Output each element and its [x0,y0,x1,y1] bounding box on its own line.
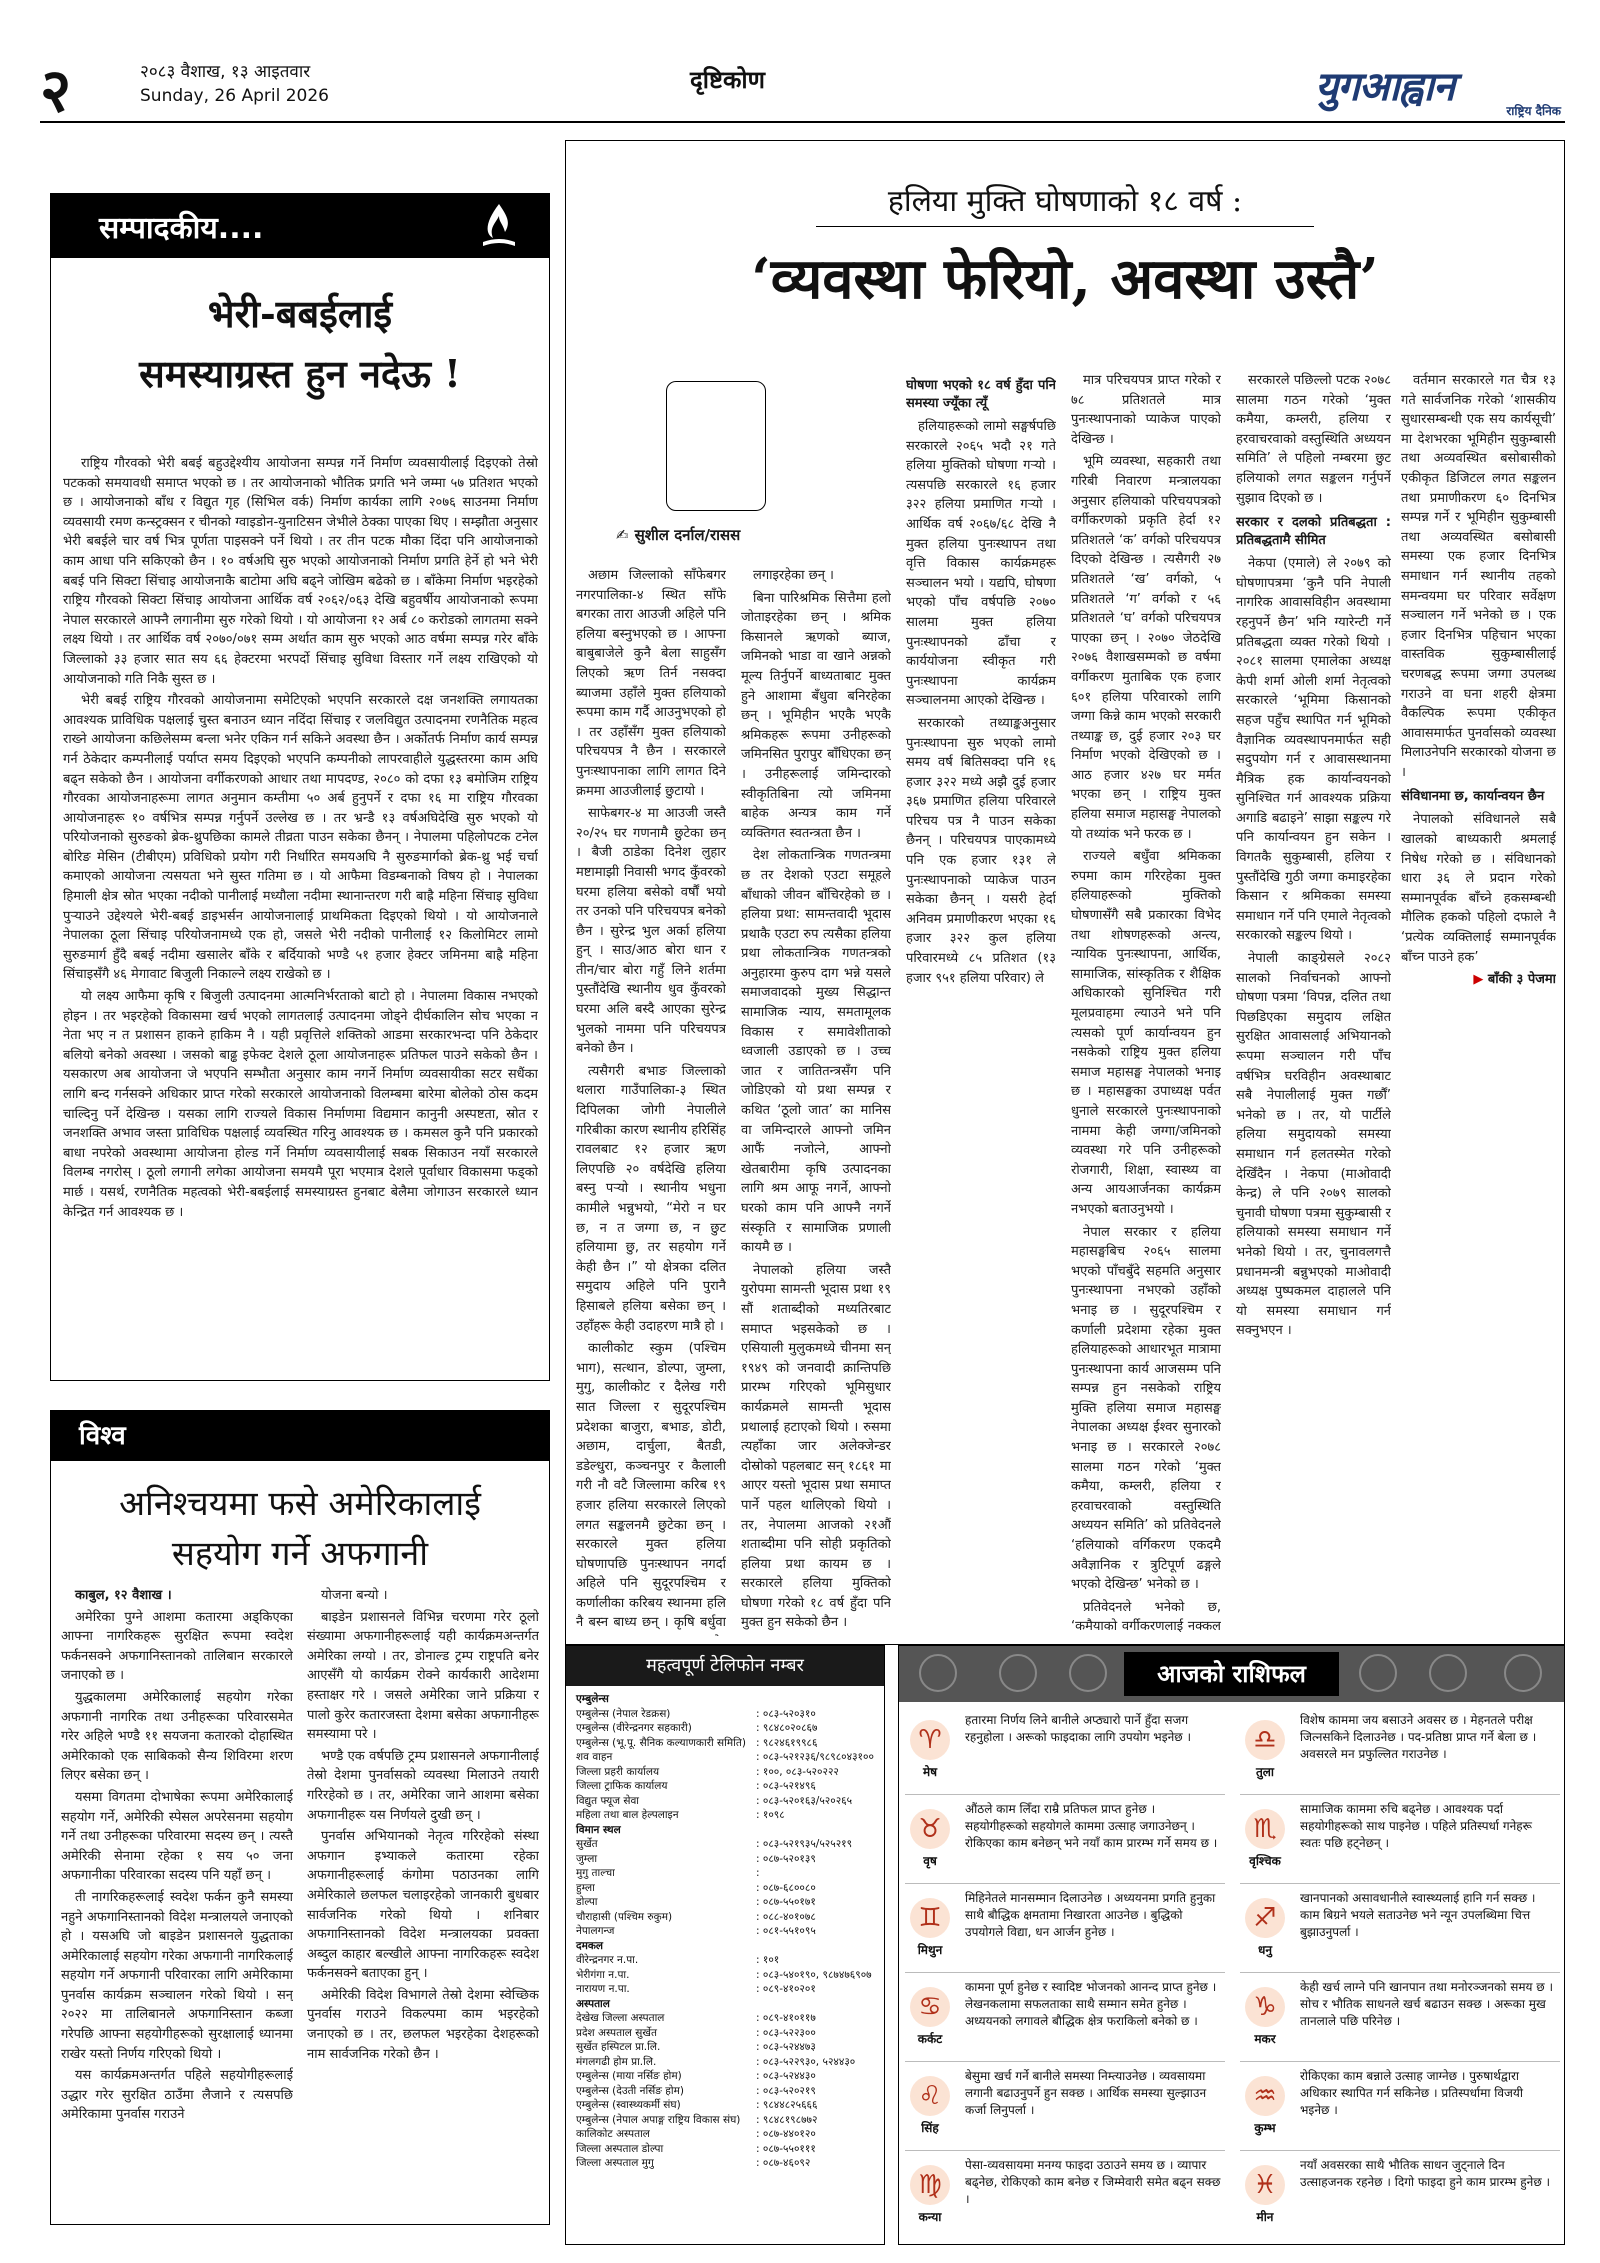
paragraph: नेपालको हलिया जस्तै युरोपमा सामन्ती भूदास प्रथा १९ सौं शताब्दीको मध्यतिरबाट समाप्त भइसकेको छ । एसियाली मुलुकमध्ये चीनमा सन् १९४९ को जनवादी क्रान्तिपछि प्रारम्भ गरिएको भूमिसुधार कार्यक्रमले सामन्ती भूदास प्रथालाई हटाएको थियो । रुसमा त्यहाँका जार अलेक्जेन्डर दोस्रोको पहलबाट सन् १८६१ मा आएर यस्तो भूदास प्रथा समाप्त पार्ने पहल थालिएको थियो । तर, नेपालमा आजको २१औं शताब्दीमा पनि सोही प्रकृतिको हलिया प्रथा कायम छ । सरकारले हलिया मुक्तिको घोषणा गरेको १८ वर्ष हुँदा पनि मुक्त हुन सकेको छैन । [741,1262,891,1631]
editorial-body [63,454,538,1372]
phone-row [576,2084,874,2099]
phone-label: कालिकोट अस्पताल [576,2128,650,2140]
phone-label: मंगलगढी होम प्रा.लि. [576,2055,657,2068]
phone-label: प्रदेश अस्पताल सुर्खेत [576,2026,657,2039]
zodiac-forecast: पेसा-व्यवसायमा मनग्य फाइदा उठाउने समय छ । व्यापार बढ्नेछ, रोकिएको काम बनेछ र जिम्मेवारी समेत बढ्न सक्छ । [965,2158,1221,2206]
article-column-6 [1401,371,1556,1636]
phone-row [576,1881,874,1896]
zodiac-icon: ♈ [910,1720,950,1760]
phone-row [576,1866,874,1881]
horoscope-header [899,1646,1564,1702]
phone-row [576,2156,874,2171]
zodiac-name: तुला [1255,1765,1275,1779]
paragraph: साफेबगर-४ मा आउजी जस्तै २०/२५ घर गणनामै छुटेका छन् । बैजी ठाडेका दिनेश लुहार मष्टामाझी निवासी भगद कुँवरको घरमा हलिया बसेको वर्षौं भयो तर उनको पनि परिचयपत्र बनेको छैन । सुरेन्द्र भुल अर्का हलिया हुन् । साउ/आठ बोरा धान र तीन/चार बोरा गहुँ लिने शर्तमा पुस्तौंदेखि स्थानीय धुव कुँवरको घरमा अलि बस्दै आएका सुरेन्द्र भुलको नाममा पनि परिचयपत्र बनेको छैन । [576,806,726,1057]
editorial-box [50,193,550,1381]
article-kicker: हलिया मुक्ति घोषणाको १८ वर्ष : [887,184,1243,219]
phone-row [576,1910,874,1925]
paragraph: यसमा विगतमा दोभाषेका रूपमा अमेरिकालाई सहयोग गर्ने, अमेरिकी स्पेसल अपरेसनमा सहयोग गर्ने तथा उनीहरूका परिवारमा सदस्य छन् । त्यस्तै अमेरिकी सेनामा रहेका १ सय ५० जना अफगानीका परिवारका सदस्य पनि यहाँ छन् । [61,1789,293,1884]
paragraph: मात्र परिचयपत्र प्राप्त गरेको र ७८ प्रतिशतले मात्र पुनःस्थापनाको प्याकेज पाएको देखिन्छ । [1071,373,1221,447]
zodiac-badge [899,1706,961,1794]
paragraph: प्रतिवेदनले भनेको छ, ‘कमैयाको वर्गीकरणलाई नक्कल [1071,1599,1221,1635]
phone-directory [565,1645,885,2245]
phone-label: जिल्ला अस्पताल मुगु [576,2157,654,2169]
phone-row [576,2040,874,2055]
phone-list [566,1686,884,2177]
paragraph: यस कार्यक्रमअन्तर्गत पहिले सहयोगीहरूलाई उद्धार गरेर सुरक्षित ठाउँमा लैजाने र त्यसपछि अमेरिकामा पुनर्वास गराउने [61,2068,293,2123]
zodiac-forecast: खानपानको असावधानीले स्वास्थ्यलाई हानि गर्न सक्छ । काम बिग्रने भयले सताउनेछ भने न्यून उपलब्धिमा चित्त बुझाउनुपर्ला । [1300,1891,1536,1939]
phone-number: : १००, ०८३-५२०२२२ [756,1765,839,1778]
phone-number: : ०८३-५२४४७३ [756,2041,816,2053]
zodiac-badge [899,1973,961,2061]
phone-label: जिल्ला अस्पताल डोल्पा [576,2142,664,2155]
masthead [40,55,1565,126]
paragraph: राज्यले बधुँवा श्रमिकका रुपमा काम गरिरहेका मुक्त हलियाहरूको मुक्तिको घोषणासँगै सबै प्रकारका विभेद तथा शोषणहरूको अन्त्य, न्यायिक पुनःस्थापना, आर्थिक, सामाजिक, सांस्कृतिक र शैक्षिक अधिकारको सुनिश्चित गरी मूलप्रवाहमा ल्याउने भने पनि त्यसको पूर्ण कार्यान्वयन हुन नसकेको राष्ट्रिय मुक्त हलिया समाज महासङ्घ नेपालको भनाइ छ । महासङ्घका उपाध्यक्ष पर्वत धुनाले सरकारले पुनःस्थापनाको नाममा केही जग्गा/जमिनको व्यवस्था गरे पनि उनीहरूको रोजगारी, शिक्षा, स्वास्थ्य वा अन्य आयआर्जनका कार्यक्रम नभएको बताउनुभयो । [1071,849,1221,1217]
date-nepali: २०८३ वैशाख, १३ आइतवार [140,62,311,82]
phone-row [576,2026,874,2041]
phone-number: : ०८७-५२०१३९ [756,1852,816,1865]
phone-row [576,1794,874,1809]
zodiac-sign [1234,1706,1564,1794]
zodiac-icon: ♎ [1245,1720,1285,1760]
paragraph: यो लक्ष्य आफैमा कृषि र बिजुली उत्पादनमा आत्मनिर्भरताको बाटो हो । नेपालमा विकास नभएको होइन । तर भइरहेको विकासमा खर्च भएको लागतलाई उत्पादनमा जोड्ने दीर्घकालिन सोच भएका न नेता भए न त प्रशासन हाकने हाकिम नै । यही प्रवृत्तिले शक्तिको आडमा सरकारभन्दा पनि ठेकेदार बलियो बनेको अवस्था । जसको बाढ्ढ इफेक्ट देशले ठूला आयोजनाहरू प्रतिफल पाउने सकेको छैन । यसकारण अब आयोजना जे भएपनि सम्भौता अनुसार काम नगर्ने निर्माण व्यवसायीका सटर सधैंका लागि बन्द गर्नसक्ने अधिकार प्राप्त गरेको सरकारले आयोजनाको विलम्बमा बारेमा बोलेको ठोस कदम चाल्दिनु पर्ने देखिन्छ । यसका लागि राज्यले विकास निर्माणमा विद्यमान कानुनी अस्पष्टता, स्रोत र जनशक्ति अभाव जस्ता प्राविधिक पक्षलाई व्यवस्थित गरिनु आवश्यक छ । कमसल कुनै पनि प्रकारको बाधा नपरेको अवस्थामा आयोजना होल्ड गर्ने निर्माण व्यवसायीलाई सबक सिकाउन नयाँ सरकारले विलम्ब नगरोस् । ठूलो लगानी लगेका आयोजना समयमै पूरा भएमात्र देशले पूर्वाधार विकासमा फड्को मार्छ । यसर्थ, रणनैतिक महत्वको भेरी-बबईलाई समस्याग्रस्त हुनबाट बेलैमा जोगाउन सरकारले ध्यान केन्द्रित गर्न आवश्यक छ । [63,989,538,1220]
phone-number: : ०८३-५४०१९०, ९८७४७६९०७ [756,1968,872,1981]
phone-number: : १०९८ [756,1809,785,1821]
zodiac-sign [899,1795,1229,1883]
paragraph: नेपालको संविधानले सबै खालको बाध्यकारी श्रमलाई निषेध गरेको छ । संविधानको धारा ३६ ले प्रदान गरेको सम्मानपूर्वक बाँच्ने हकसम्बन्धी मौलिक हकको पहिलो दफाले नै ‘प्रत्येक व्यक्तिलाई सम्मानपूर्वक बाँच्न पाउने हक’ [1401,812,1556,965]
flame-icon [477,202,521,250]
zodiac-wheel-icon [919,1654,957,1692]
phone-row [576,2011,874,2026]
zodiac-sign [899,1973,1229,2061]
zodiac-name: धनु [1257,1943,1273,1957]
paragraph: सरकारको तथ्याङ्कअनुसार पुनःस्थापना सुरु भएको लामो समय वर्ष बितिसक्दा पनि १६ हजार ३२२ मध्ये अझै दुई हजार ३६७ प्रमाणित हलिया परिवारले परिचय पत्र नै पाउन सकेका छैनन् । परिचयपत्र पाएकामध्ये पनि एक हजार १३१ ले पुनःस्थापनाको प्याकेज पाउन सकेका छैनन् । यसरी हेर्दा अनिवम प्रमाणीकरण भएका १६ हजार ३२२ कुल हलिया परिवारमध्ये ८५ प्रतिशत (१३ हजार ९५१ हलिया परिवार) ले [906,715,1056,986]
paragraph: नेपाली काङ्ग्रेसले २०८२ सालको निर्वाचनको आफ्नो घोषणा पत्रमा ‘विपन्न, दलित तथा पिछडिएका समुदाय लक्षित सुरक्षित आवासलाई अभियानको रूपमा सञ्चालन गरी पाँच वर्षभित्र घरविहीन अवस्थाबाट सबै नेपालीलाई मुक्त गर्छौं’ भनेको छ । तर, यो पार्टीले हलिया समुदायको समस्या समाधान गर्न हलतस्मेत गरेको देखिँदैन । नेकपा (माओवादी केन्द्र) ले पनि २०७९ सालको चुनावी घोषणा पत्रमा सुकुम्बासी र हलियाको समस्या समाधान गर्ने भनेको थियो । तर, चुनावलगत्तै प्रधानमन्त्री बन्नुभएको माओवादी अध्यक्ष पुष्पकमल दाहालले पनि यो समस्या समाधान गर्न सक्नुभएन । [1236,951,1391,1339]
zodiac-badge [1234,1973,1296,2061]
zodiac-badge [1234,1706,1296,1794]
article-body [576,371,1556,1636]
pen-icon: ✍ [616,526,629,544]
zodiac-badge [899,1795,961,1883]
phone-number: : ९८४८१९८७७२ [756,2113,818,2126]
zodiac-badge [1234,2062,1296,2150]
author-photo [666,381,766,511]
subheading: संविधानमा छ, कार्यान्वयन छैन [1401,789,1545,805]
zodiac-sign [899,2151,1229,2239]
phone-row [576,1779,874,1794]
phone-label: एम्बुलेन्स (वीरेन्द्रनगर सहकारी) [576,1722,692,1734]
horoscope-box [898,1645,1565,2245]
phone-row [576,1982,874,1997]
editorial-headline: भेरी-बबईलाई समस्याग्रस्त हुन नदेऊ ! [139,291,461,396]
phone-row [576,2127,874,2142]
phone-row [576,1837,874,1852]
zodiac-icon: ♓ [1245,2165,1285,2205]
phone-label: हुम्ला [576,1881,595,1894]
phone-row [576,1939,874,1954]
phone-row [576,2113,874,2128]
page-number: २ [40,56,72,126]
zodiac-name: वृष [923,1854,937,1868]
zodiac-name: कर्कट [917,2032,943,2046]
phone-label: एम्बुलेन्स (स्वास्थ्यकर्मी संघ) [576,2099,681,2111]
phone-row [576,1750,874,1765]
paragraph: लगाइरहेका छन् । [753,568,834,583]
zodiac-icon: ♐ [1245,1898,1285,1938]
phone-row [576,1765,874,1780]
zodiac-forecast: विशेष काममा जय बसाउने अवसर छ । मेहनतले परीक्ष जित्नसकिने दिलाउनेछ । पद-प्रतिष्ठा प्राप्त गर्ने बेला छ । अवसरले मन प्रफुल्लित गराउनेछ । [1300,1713,1537,1761]
phone-label: जिल्ला प्रहरी कार्यालय [576,1765,660,1778]
phone-label: महिला तथा बाल हेल्पलाइन [576,1809,679,1821]
paragraph: अछाम जिल्लाको साँफेबगर नगरपालिका-४ स्थित साँफे बगरका तारा आउजी अहिले पनि हलिया बस्नुभएको छ । आफ्ना बाबुबाजेले कुनै बेला साहुसँग लिएको ऋण तिर्न नसक्दा ब्याजमा उहाँले मुक्त हलियाको रूपमा काम गर्दै आउनुभएको हो । तर उहाँसँग मुक्त हलियाको परिचयपत्र नै छैन । सरकारले पुनःस्थापनाका लागि लागत दिने क्रममा आउजीलाई छुटायो । [576,568,726,799]
phone-row [576,2055,874,2070]
phone-number: : ०८१-५५१०९५ [756,1925,816,1937]
phone-label: एम्बुलेन्स (देउती नर्सिङ होम) [576,2084,684,2097]
phone-number: : ०८७-४६०९२ [756,2157,811,2169]
phone-label: दमकल [576,1939,604,1952]
continued-marker: ▶ बाँकी ३ पेजमा [1473,972,1556,988]
phone-label: सुर्खेत हस्पिटल प्रा.लि. [576,2041,661,2053]
article-column-3 [906,371,1056,1636]
phone-label: अस्पताल [576,1997,610,2010]
byline: ✍ सुशील दर्नाल/रासस [616,526,741,544]
zodiac-icon: ♏ [1245,1809,1285,1849]
zodiac-sign [1234,2151,1564,2239]
date-english: Sunday, 26 April 2026 [140,86,329,106]
zodiac-badge [899,2062,961,2150]
paragraph: अमेरिका पुग्ने आशमा कतारमा अड्किएका आफ्ना नागरिकहरू सुरक्षित रूपमा स्वदेश फर्कनसक्ने अफगानिस्तानको तालिबान सरकारले जनाएको छ । [61,1609,293,1684]
phone-row [576,1997,874,2012]
phone-row [576,2142,874,2157]
phone-number: : ०८९-४१०११७ [756,2012,816,2024]
zodiac-sign [1234,2062,1564,2150]
feature-article [565,140,1565,1645]
article-column-5 [1236,371,1391,1636]
zodiac-wheel-icon [1429,1654,1467,1692]
zodiac-name: कुम्भ [1254,2121,1276,2135]
phone-number: : ०८३-५२१२३६/९८९८०४३१०० [756,1751,874,1763]
phone-row [576,2098,874,2113]
paragraph: नेपाल सरकार र हलिया महासङ्घबिच २०६५ सालमा भएको पाँचबुँदे सहमति अनुसार पुनःस्थापना नभएको उहाँको भनाइ छ । सुदूरपश्चिम र कर्णाली प्रदेशमा रहेका मुक्त हलियाहरूको आधारभूत मात्रामा पुनःस्थापना कार्य आजसम्म पनि सम्पन्न हुन नसकेको राष्ट्रिय मुक्ति हलिया समाज महासङ्घ नेपालका अध्यक्ष ईश्वर सुनारको भनाइ छ । सरकारले २०७८ सालमा गठन गरेको ‘मुक्त कमैया, कम्लरी, हलिया र हरवाचरवाको वस्तुस्थिति अध्ययन समिति’ को प्रतिवेदनले ‘हलियाको वर्गिकरण एकदमै अवैज्ञानिक र त्रुटिपूर्ण ढङ्गले भएको देखिन्छ’ भनेको छ । [1071,1224,1221,1593]
zodiac-icon: ♌ [910,2076,950,2116]
paragraph: बिना पारिश्रमिक सित्तैमा हलो जोताइरहेका छन् । श्रमिक किसानले ऋणको ब्याज, जमिनको भाडा वा खाने अन्नको मूल्य तिर्नुपर्ने बाध्यताबाट मुक्त हुने आशामा बँधुवा बनिरहेका छन् । भूमिहीन भएकै भएकै श्रमिकहरू रूपमा उनीहरूको जमिनसित पुरापुर बाँधिएका छन् । उनीहरूलाई जमिन्दारको स्वीकृतिबिना त्यो जमिनमा बाहेक अन्यत्र काम गर्ने व्यक्तिगत स्वतन्त्रता छैन । [741,590,891,841]
zodiac-forecast: सामाजिक काममा रुचि बढ्नेछ । आवश्यक पर्दा सहयोगीहरूको साथ पाइनेछ । पहिले प्रतिस्पर्धा गनेहरू स्वतः पछि हट्नेछन् । [1300,1802,1532,1850]
phone-row [576,1721,874,1736]
phone-number: : ०८९-४१०२०१ [756,1983,816,1995]
phone-number: : ०८३-५२४४३० [756,2070,816,2082]
horoscope-title: आजको राशिफल [1124,1652,1339,1696]
phone-number [756,1997,874,2012]
paragraph: युद्धकालमा अमेरिकालाई सहयोग गरेका अफगानी नागरिक तथा उनीहरूका परिवारसमेत गरेर अहिले भण्डै ११ सयजना कतारको दोहास्थित अमेरिकाको एक साबिकको सैन्य शिविरमा शरण लिएर बसेका छन् । [61,1689,293,1784]
paragraph: भेरी बबई राष्ट्रिय गौरवको आयोजनामा समेटिएको भएपनि सरकारले दक्ष जनशक्ति लगायतका आवश्यक प्राविधिक पक्षलाई चुस्त बनाउन ध्यान नदिंदा सिंचाइ र जलविद्युत उत्पादनमा रणनैतिक महत्व राख्ने आयोजना कछिलेसम्म बन्ला भनेर एकिन गर्न सकिने अवस्था छैन । अर्कोतर्फ निर्माण कार्य सम्पन्न गर्न ठेकेदार कम्पनीलाई पर्याप्त समय दिइएको भएपनि कम्पनीको लापरवाहीले युद्धस्तरमा काम अघि बढ्न सकेको छैन । आयोजना वर्गीकरणको आधार तथा मापदण्ड, २०८० को दफा १३ बमोजिम राष्ट्रिय गौरवका आयोजनाहरूमा लागत अनुमान कम्तीमा ५० अर्ब हुनुपर्ने र दफा १६ मा राष्ट्रिय गौरवका आयोजनाहरू १० वर्षभित्र सम्पन्न गर्नुपर्ने उल्लेख छ । तर भ्रन्डै १३ वर्षअघिदेखि सुरु भएको यो परियोजनाको सुरुङको ब्रेक-थ्रुपछिका कामले तीव्रता पाउन सकेका छैनन् । नेपालमा पहिलोपटक टनेल बोरिङ मेसिन (टीबीएम) प्रविधिको प्रयोग गरी निर्धारित समयअघि नै सुरुङमार्गको ब्रेक-थ्रु भई चर्चा कमाएको आयोजना त्यसयता भने सुस्त गतिमा छ । यो आफैमा विडम्बनाको विषय हो । नेपालका हिमाली क्षेत्र स्रोत भएका नदीको पानीलाई मध्यौला नदीमा स्थानान्तरण गरी बाह्रै महिना सिंचाइ सुविधा पुऱ्याउने उद्देश्यले भेरी-बबई डाइभर्सन आयोजनालाई प्राथमिकता दिइएको थियो । यो आयोजनाले नेपालका ठूला सिंचाइ परियोजनामध्ये एक हो, जसले भेरी नदीको पानीलाई १२ किलोमिटर लामो सुरुङमार्ग हुँदै बबई नदीमा खसालेर बाँके र बर्दियाको भण्डै ५१ हजार हेक्टर जमिनमा बाह्रै महिना सिंचाइसँगै ४६ मेगावाट बिजुली निकाल्ने लक्ष्य राखेको छ । [63,693,538,983]
phone-row [576,1924,874,1939]
paragraph: योजना बन्यो । [321,1588,388,1603]
phone-label: एम्बुलेन्स (माया नर्सिङ होम) [576,2070,682,2082]
zodiac-forecast: हतारमा निर्णय लिने बानीले अप्ठ्यारो पार्ने हुँदा सजग रहनुहोला । अरूको फाइदाका लागि उपयोग भइनेछ । [965,1713,1192,1744]
phone-row [576,1736,874,1751]
zodiac-name: मेष [922,1765,938,1779]
zodiac-wheel-icon [999,1654,1037,1692]
paragraph: अमेरिकी विदेश विभागले तेस्रो देशमा स्वेच्छिक पुनर्वास गराउने विकल्पमा काम भइरहेको जनाएको छ । तर, छलफल भइरहेका देशहरूको नाम सार्वजनिक गरेको छैन । [307,1987,539,2062]
phone-number: : ०८३-५२०१६३/५२०२६५ [756,1794,853,1807]
zodiac-icon: ♉ [910,1809,950,1849]
zodiac-name: सिंह [921,2121,939,2135]
zodiac-name: मीन [1256,2210,1274,2224]
phone-number: : ९८४४८२५६६६ [756,2099,818,2111]
phone-number: : ०८७-४४०१२० [756,2128,816,2140]
phone-label: डोल्पा [576,1896,598,1908]
paragraph: देश लोकतान्त्रिक गणतन्त्रमा छ तर देशको एउटा समूहले बाँधाको जीवन बाँचिरहेको छ । हलिया प्रथा: सामन्तवादी भूदास प्रथाकै एउटा रुप त्यसैका हलिया प्रथा लोकतान्त्रिक गणतन्त्रको अनुहारमा कुरुप दाग भन्ने यसले समाजवादको मुख्य सिद्धान्त सामाजिक न्याय, समतामूलक विकास र समावेशीताको ध्वजाली उडाएको छ । उच्च जात र जातितन्त्रसँग पनि जोडिएको यो प्रथा सम्पन्न र कथित ‘ठूलो जात’ का मानिस वा जमिन्दारले आफ्नो जमिन आफैं नजोत्ने, आफ्नो खेतबारीमा कृषि उत्पादनका लागि श्रम आफू नगर्ने, आफ्नो घरको काम पनि आफ्नै नगर्ने संस्कृति र सामाजिक प्रणाली कायमै छ । [741,848,891,1256]
paragraph: हलियाहरूको लामो सङ्घर्षपछि सरकारले २०६५ भदौ २१ गते हलिया मुक्तिको घोषणा गऱ्यो । त्यसपछि सरकारले १६ हजार ३२२ हलिया प्रमाणित गऱ्यो । आर्थिक वर्ष २०६७/६८ देखि नै मुक्त हलिया पुनःस्थापन तथा वृत्ति विकास कार्यक्रमहरू सञ्चालन भयो । यद्यपि, घोषणा भएको पाँच वर्षपछि २०७० सालमा मुक्त हलिया पुनःस्थापनको ढाँचा र कार्ययोजना स्वीकृत गरी पुनःस्थापना कार्यक्रम सञ्चालनमा आएको देखिन्छ । [906,419,1056,709]
paragraph: बाइडेन प्रशासनले विभिन्न चरणमा गरेर ठूलो संख्यामा अफगानीहरूलाई यही कार्यक्रमअन्तर्गत अमेरिका लग्यो । तर, डोनाल्ड ट्रम्प राष्ट्रपति बनेर आएसँगै यो कार्यक्रम रोक्ने कार्यकारी आदेशमा हस्ताक्षर गरे । जसले अमेरिका जाने प्रक्रिया र पालो कुरेर कतारजस्ता देशमा बसेका अफगानीहरू समस्यामा परे । [307,1609,539,1743]
phone-label: विद्युत फ्यूज सेवा [576,1794,640,1807]
article-column-1 [576,566,726,1636]
subheading: सरकार र दलको प्रतिबद्धता : प्रतिबद्धतामै सीमित [1236,515,1391,549]
zodiac-wheel-icon [1504,1654,1542,1692]
phone-number: : ०८३-५२०२१९ [756,2084,816,2097]
article-column-2 [741,566,891,1636]
paragraph: त्यसैगरी बभाङ जिल्लाको थलारा गाउँपालिका-३ स्थित दिपिलका जोगी नेपालीले गरिबीका कारण स्थानीय हरिसिंह रावलबाट १२ हजार ऋण लिएपछि २० वर्षदेखि हलिया बस्नु पऱ्यो । स्थानीय भधुना कामीले भन्नुभयो, “मेरो न घर छ, न त जग्गा छ, न छुट हलियामा छु, तर सहयोग गर्ने केही छैन ।” यो क्षेत्रका दलित समुदाय अहिले पनि पुरानै हिसाबले हलिया बसेका छन् । उहाँहरू केही उदाहरण मात्रै हो । [576,1063,726,1334]
zodiac-badge [899,2151,961,2239]
paragraph: वर्तमान सरकारले गत चैत्र १३ गते सार्वजनिक गरेको ‘शासकीय सुधारसम्बन्धी एक सय कार्यसूची’ मा देशभरका भूमिहीन सुकुम्बासी तथा अव्यवस्थित बसोबासीको एकीकृत डिजिटल लगत सङ्कलन तथा प्रमाणीकरण ६० दिनभित्र सम्पन्न गर्ने र भूमिहीन सुकुम्बासी तथा अव्यवस्थित बसोबासी समस्या एक हजार दिनभित्र समाधान गर्न स्थानीय तहको समन्वयमा घर परिवार सर्वेक्षण सञ्चालन गर्ने भनेको छ । एक हजार दिनभित्र पहिचान भएका वास्तविक सुकुम्बासीलाई चरणबद्ध रूपमा जग्गा उपलब्ध गराउने वा घना शहरी क्षेत्रमा वैकल्पिक रूपमा एकीकृत आवासमार्फत पुनर्वासको व्यवस्था मिलाउनेपनि सरकारको योजना छ । [1401,373,1556,780]
newspaper-logo: युगआह्वान राष्ट्रिय दैनिक [1315,63,1561,118]
zodiac-icon: ♋ [910,1987,950,2027]
zodiac-badge [899,1884,961,1972]
horoscope-grid [899,1706,1566,2244]
zodiac-name: मिथुन [917,1943,943,1957]
phone-label: एम्बुलेन्स [576,1693,609,1705]
phone-row [576,1852,874,1867]
zodiac-wheel-icon [1069,1654,1107,1692]
phone-label: वीरेन्द्रनगर न.पा. [576,1954,639,1966]
phone-number [756,1692,874,1707]
phone-row [576,1707,874,1722]
phone-number: : ०८३-५२२९३०, ५२४४३० [756,2055,856,2068]
paragraph: भूमि व्यवस्था, सहकारी तथा गरिबी निवारण मन्त्रालयका अनुसार हलियाको परिचयपत्रको वर्गीकरणको प्रकृति हेर्दा १२ प्रतिशतले ‘क’ वर्गको परिचयपत्र दिएको देखिन्छ । त्यसैगरी २७ प्रतिशतले ‘ख’ वर्गको, ५ प्रतिशतले ‘ग’ वर्गको र ५६ प्रतिशतले ‘घ’ वर्गको परिचयपत्र पाएका छन् । २०७० जेठदेखि २०७६ वैशाखसम्मको छ वर्षमा वर्गीकरण मुताबिक एक हजार ६०१ हलिया परिवारको लागि जग्गा किन्ने काम भएको सरकारी तथ्याङ्क छ, दुई हजार २०३ घर निर्माण भएको देखिएको छ । आठ हजार ४२७ घर मर्मत भएका छन् । राष्ट्रिय मुक्त हलिया समाज महासङ्घ नेपालको यो तथ्यांक भने फरक छ । [1071,454,1221,842]
world-body [61,1586,539,2216]
phone-row [576,1692,874,1707]
phone-number: : ०८३-५२१४९६ [756,1780,816,1792]
phone-row [576,1808,874,1823]
phone-directory-title: महत्वपूर्ण टेलिफोन नम्बर [566,1646,884,1686]
zodiac-forecast: बेसुमा खर्च गर्ने बानीले समस्या निम्त्याउनेछ । व्यवसायमा लगानी बढाउनुपर्ने हुन सक्छ । आर्थिक समस्या सुल्झाउन कर्जा लिनुपर्ला । [965,2069,1207,2117]
phone-label: मुगु ताल्चा [576,1867,615,1879]
phone-number [756,1939,874,1954]
zodiac-badge [1234,2151,1296,2239]
phone-row [576,1895,874,1910]
zodiac-forecast: मिहिनेतले मानसम्मान दिलाउनेछ । अध्ययनमा प्रगति हुनुका साथै बौद्धिक क्षमतामा निखारता आउनेछ । बुद्धिको उपयोगले विद्या, धन आर्जन हुनेछ । [965,1891,1216,1939]
paragraph: राष्ट्रिय गौरवको भेरी बबई बहुउद्देश्यीय आयोजना सम्पन्न गर्ने निर्माण व्यवसायीलाई दिइएको तेस्रो पटकको समयावधी समाप्त भएको छ । तर आयोजनाको भौतिक प्रगति भने जम्मा ५७ प्रतिशत भएको छ । आयोजनाको बाँध र विद्युत गृह (सिभिल वर्क) निर्माण कार्यका लागि २०७६ साउनमा निर्माण व्यवसायी रमण कन्स्ट्रक्सन र चीनको ग्वाइडोन-युनाटिसन जेभीले ठेक्का पाएका थिए । सम्झौता अनुसार भेरी बबईले चार वर्ष भित्र पूर्णता पाइसक्ने पर्ने थियो । तर तीन पटक मौका दिंदा पनि आयोजनाको काम आधा पनि सकिएको छैन । १० वर्षअघि सुरु भएको आयोजनाको निर्माण प्रगति हेर्ने हो भने भेरी बबई पनि सिक्टा सिंचाइ आयोजनाकै बाटोमा अघि बढ्ने जोखिम बढेको छ । बाँकेमा निर्माण भइरहेको राष्ट्रिय गौरवको सिक्टा सिंचाइ आयोजना आर्थिक वर्ष २०६२/०६३ देखि बहुवर्षीय आयोजनाको रूपमा नेपाल सरकारले आफ्नै लगानीमा सुरु गरेको थियो । यो आयोजना १२ अर्ब ८० करोडको लागतमा सक्ने लक्ष्य थियो । तर आर्थिक वर्ष २०७०/०७१ सम्म अर्थात काम सुरु भएको आठ वर्षमा सम्पन्न गरेर बाँके जिल्लाको ३३ हजार सात सय ६६ हेक्टरमा भरपर्दो सिंचाइ सुविधा विस्तार गर्ने लक्ष्य राखिएको यो आयोजनाको गति निकै सुस्त छ । [63,456,538,687]
phone-label: जिल्ला ट्राफिक कार्यालय [576,1780,668,1792]
paragraph: पुनर्वास अभियानको नेतृत्व गरिरहेको संस्था अफगान इभ्याकले कतारमा रहेका अफगानीहरूलाई कंगोमा पठाउनका लागि अमेरिकाले छलफल चलाइरहेको जानकारी बुधबार सार्वजनिक गरेको थियो । शनिबार अफगानिस्तानको विदेश मन्त्रालयका प्रवक्ता अब्दुल काहार बल्खीले आफ्ना नागरिकहरू स्वदेश फर्कनसक्ने बताएका हुन् । [307,1829,539,1982]
zodiac-icon: ♒ [1245,2076,1285,2116]
phone-number: : ०८३-५२१९३५/५२५२१९ [756,1838,853,1850]
phone-label: एम्बुलेन्स (नेपाल रेडक्रस) [576,1707,671,1720]
phone-row [576,1968,874,1983]
zodiac-sign [899,2062,1229,2150]
paragraph: नेकपा (एमाले) ले २०७९ को घोषणापत्रमा ‘कुनै पनि नेपाली नागरिक आवासविहीन अवस्थामा रहनुपर्ने छैन’ भनि ग्यारेन्टी गर्ने प्रतिबद्धता व्यक्त गरेको थियो । २०८१ सालमा एमालेका अध्यक्ष केपी शर्मा ओली शर्मा नेतृत्वको सरकारले ‘भूमिमा किसानको सहज पहुँच स्थापित गर्न भूमिको वैज्ञानिक व्यवस्थापनमार्फत सही सदुपयोग गर्न र आवासस्थानमा मैत्रिक हक कार्यान्वयनको सुनिश्चित गर्न आवश्यक प्रक्रिया अगाडि बढाइने’ साझा सङ्कल्प गरे पनि कार्यान्वयन हुन सकेन । विगतकै सुकुम्बासी, हलिया र पुस्तौंदेखि गुठी जग्गा कमाइरहेका किसान र श्रमिकका समस्या समाधान गर्ने पनि एमाले नेतृत्वको सरकारको सङ्कल्प थियो । [1236,556,1391,944]
phone-label: चौराहासी (पश्चिम रुकुम) [576,1910,673,1923]
section-title: दृष्टिकोण [690,66,765,94]
phone-number: : ०८३-५२०३१० [756,1707,816,1720]
phone-row [576,1823,874,1838]
phone-number: : ०८७-५५०१७१ [756,1896,816,1908]
zodiac-forecast: कामना पूर्ण हुनेछ र स्वादिष्ट भोजनको आनन्द प्राप्त हुनेछ । लेखनकलामा सफलताका साथै सम्मान समेत हुनेछ । अध्ययनको लगावले बौद्धिक क्षेत्र फराकिलो बनेको छ । [965,1980,1217,2028]
zodiac-name: वृश्चिक [1249,1854,1281,1868]
world-column-1 [61,1586,293,2216]
zodiac-forecast: केही खर्च लाग्ने पनि खानपान तथा मनोरञ्जनको समय छ । सोच र भौतिक साधनले खर्च बढाउन सक्छ । अरूका मुख तानलाले पछि परिनेछ । [1300,1980,1554,2028]
phone-label: एम्बुलेन्स (भू.पू. सैनिक कल्याणकारी समिति) [576,1736,746,1749]
phone-label: विमान स्थल [576,1823,621,1836]
phone-number: : ९८४८०२०८६७ [756,1722,818,1734]
phone-label: नेपालगन्ज [576,1925,615,1937]
zodiac-sign [899,1884,1229,1972]
phone-label: एम्बुलेन्स (नेपाल अपाङ्ग राष्ट्रिय विकास संघ) [576,2113,741,2126]
world-column-2 [307,1586,539,2216]
phone-row [576,1953,874,1968]
zodiac-name: मकर [1254,2032,1276,2046]
world-headline: अनिश्चयमा फसे अमेरिकालाई सहयोग गर्ने अफगानी [119,1484,481,1574]
phone-label: सुर्खेत [576,1838,598,1850]
paragraph: भण्डै एक वर्षपछि ट्रम्प प्रशासनले अफगानीलाई तेस्रो देशमा पुनर्वासको व्यवस्था मिलाउने तयारी गरिरहेको छ । तर, अमेरिका जाने आशमा बसेका अफगानीहरू यस निर्णयले दुखी छन् । [307,1748,539,1823]
zodiac-icon: ♊ [910,1898,950,1938]
phone-label: देखेख जिल्ला अस्पताल [576,2012,665,2024]
phone-label: भेरीगंगा न.पा. [576,1968,630,1981]
article-headline: ‘व्यवस्था फेरियो, अवस्था उस्तै’ [751,246,1379,312]
zodiac-icon: ♑ [1245,1987,1285,2027]
zodiac-forecast: नयाँ अवसरका साथै भौतिक साधन जुट्नाले दिन उत्साहजनक रहनेछ । दिगो फाइदा हुने काम प्रारम्भ हुनेछ । [1300,2158,1551,2189]
world-banner: विश्व [51,1411,549,1461]
zodiac-name: कन्या [918,2210,942,2224]
zodiac-badge [1234,1884,1296,1972]
zodiac-forecast: औंठले काम लिँदा राम्रै प्रतिफल प्राप्त हुनेछ । सहयोगीहरूको सहयोगले काममा उत्साह जगाउनेछन् । रोकिएका काम बनेछन् भने नयाँ काम प्रारम्भ गर्ने समय छ । [965,1802,1218,1850]
phone-number: : [756,1867,760,1879]
subheading: घोषणा भएको १८ वर्ष हुँदा पनि समस्या ज्यूँका त्यूँ [906,378,1056,411]
zodiac-sign [1234,1884,1564,1972]
zodiac-wheel-icon [1359,1654,1397,1692]
phone-number: : ९८२४६१९९८६ [756,1736,818,1749]
paragraph: ती नागरिकहरूलाई स्वदेश फर्कन कुनै समस्या नहुने अफगानिस्तानको विदेश मन्त्रालयले जनाएको हो । यसअघि जो बाइडेन प्रशासनले युद्धताका अमेरिकालाई सहयोग गरेका अफगानी नागरिकलाई सहयोग गर्ने अफगानी परिवारका लागि अमेरिकामा पुनर्वास कार्यक्रम सञ्चालन गरेको थियो । सन् २०२२ मा तालिबानले अफगानिस्तान कब्जा गरेपछि आफ्ना सहयोगीहरूको सुरक्षालाई ध्यानमा राखेर यस्तो निर्णय गरिएको थियो । [61,1889,293,2062]
article-column-4 [1071,371,1221,1636]
phone-number: : ०८७-६८००८० [756,1881,816,1894]
zodiac-sign [899,1706,1229,1794]
phone-label: नारायण न.पा. [576,1983,630,1995]
phone-number: : ०८८-४०१०७८ [756,1910,816,1923]
phone-number: : ०८३-५२२३०० [756,2026,816,2039]
zodiac-icon: ♍ [910,2165,950,2205]
phone-row [576,2069,874,2084]
paragraph: कालीकोट स्कुम (पश्चिम भाग), सत्थान, डोल्पा, जुम्ला, मुगु, कालीकोट र दैलेख गरी सात जिल्ला र सुदूरपश्चिम प्रदेशका बाजुरा, बभाङ, डोटी, अछाम, दार्चुला, बैतडी, डडेल्धुरा, कञ्चनपुर र कैलाली गरी नौ वटै जिल्लामा करिब १९ हजार हलिया सरकारले लिएको लगत सङ्कलनमै छुटेका छन् । सरकारले मुक्त हलिया घोषणापछि पुनःस्थापन नगर्दा अहिले पनि सुदूरपश्चिम र कर्णालीका करिबय स्थानमा हलि नै बस्न बाध्य छन् । कृषि बर्धुवा [576,1341,726,1631]
phone-number: : १०१ [756,1954,780,1966]
phone-label: शव वाहन [576,1751,613,1763]
phone-number [756,1823,874,1838]
zodiac-sign [1234,1795,1564,1883]
zodiac-badge [1234,1795,1296,1883]
paragraph: सरकारले पछिल्लो पटक २०७८ सालमा गठन गरेको ‘मुक्त कमैया, कम्लरी, हलिया र हरवाचरवाको वस्तुस्थिति अध्ययन समिति’ ले पहिलो नम्बरमा छुट हलियाको लगत सङ्कलन गर्नुपर्ने सुझाव दिएको छ । [1236,373,1391,506]
world-news-box [50,1410,550,2225]
editorial-banner: सम्पादकीय.... [51,194,549,258]
phone-number: : ०८७-५५०१११ [756,2142,816,2155]
divider [816,226,1314,227]
zodiac-sign [1234,1973,1564,2061]
dateline: काबुल, १२ वैशाख । [75,1588,172,1603]
phone-label: जुम्ला [576,1852,598,1865]
zodiac-forecast: रोकिएका काम बन्नाले उत्साह जाग्नेछ । पुरुषार्थद्वारा अधिकार स्थापित गर्न सकिनेछ । प्रतिस्पर्धामा विजयी भइनेछ । [1300,2069,1524,2117]
